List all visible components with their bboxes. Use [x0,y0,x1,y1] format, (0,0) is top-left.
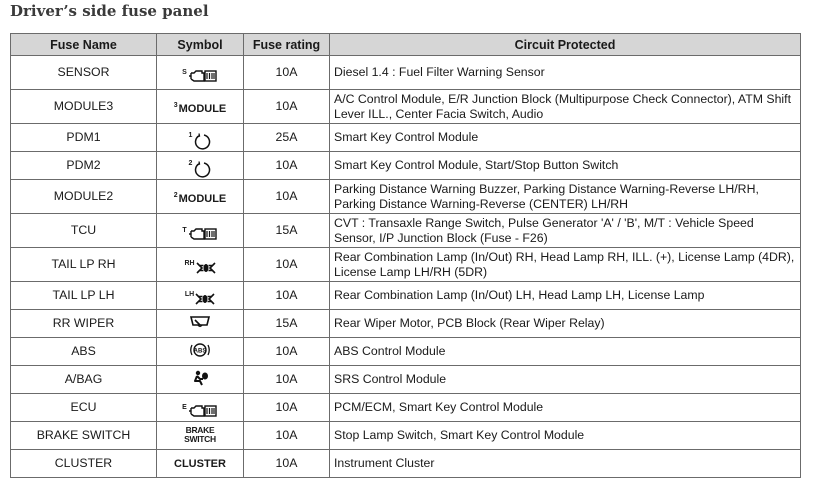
fuse-rating-cell: 10A [244,90,330,124]
symbol-cell [157,394,244,422]
symbol-superscript: 1 [188,131,193,139]
table-row [11,214,801,248]
symbol-cell [157,248,244,282]
fuse-rating-cell: 10A [244,450,330,478]
engine-icon [188,404,218,418]
fuse-name-cell: TAIL LP LH [11,282,157,310]
table-header-row [11,34,801,56]
circuit-cell: Instrument Cluster [330,450,801,478]
fuse-rating-cell: 10A [244,338,330,366]
page-title: Driver’s side fuse panel [10,2,209,20]
circuit-cell: Stop Lamp Switch, Smart Key Control Module [330,422,801,450]
table-row [11,124,801,152]
header-fuse-name: Fuse Name [11,34,157,56]
circuit-cell: Rear Combination Lamp (In/Out) RH, Head Lamp RH, ILL. (+), License Lamp (4DR), License Lamp LH/RH (5DR) [330,248,801,282]
abs-icon [189,342,211,358]
symbol-cell [157,56,244,90]
symbol-cell [157,310,244,338]
symbol-superscript: RH [184,259,195,267]
table-row [11,56,801,90]
fuse-name-cell: PDM1 [11,124,157,152]
symbol-superscript: 3 [173,102,178,110]
fuse-rating-cell: 10A [244,366,330,394]
symbol-cell [157,450,244,478]
symbol-superscript: T [182,226,187,234]
fuse-name-cell: TAIL LP RH [11,248,157,282]
key-ring-icon [193,160,211,178]
symbol-text-line1: BRAKE [185,425,215,435]
fuse-name-cell: BRAKE SWITCH [11,422,157,450]
symbol-cell [157,124,244,152]
symbol-cell [157,214,244,248]
symbol-superscript: 2 [173,192,178,200]
table-row [11,282,801,310]
fuse-name-cell: TCU [11,214,157,248]
table-row [11,90,801,124]
symbol-cell [157,338,244,366]
fuse-name-cell: PDM2 [11,152,157,180]
symbol-text-line2: SWITCH [184,433,216,444]
symbol-text: MODULE [178,193,227,206]
tail-lamp-icon [196,260,216,276]
airbag-icon [191,370,209,386]
symbol-text: CLUSTER [174,457,226,470]
symbol-text: MODULE [178,103,227,116]
engine-icon [188,227,218,241]
engine-icon [188,69,218,83]
circuit-cell: Diesel 1.4 : Fuel Filter Warning Sensor [330,56,801,90]
circuit-cell: Rear Combination Lamp (In/Out) LH, Head Lamp LH, License Lamp [330,282,801,310]
symbol-cell [157,180,244,214]
fuse-rating-cell: 15A [244,214,330,248]
fuse-table [10,33,801,478]
fuse-rating-cell: 10A [244,56,330,90]
fuse-rating-cell: 10A [244,394,330,422]
table-row [11,248,801,282]
fuse-rating-cell: 10A [244,282,330,310]
circuit-cell: CVT : Transaxle Range Switch, Pulse Generator 'A' / 'B', M/T : Vehicle Speed Sensor, I/P Junction Block (Fuse - F26) [330,214,801,248]
circuit-cell: Parking Distance Warning Buzzer, Parking Distance Warning-Reverse LH/RH, Parking Distance Warning-Reverse (CENTER) LH/RH [330,180,801,214]
table-row [11,366,801,394]
fuse-name-cell: MODULE2 [11,180,157,214]
circuit-cell: Smart Key Control Module [330,124,801,152]
fuse-name-cell: A/BAG [11,366,157,394]
circuit-cell: SRS Control Module [330,366,801,394]
symbol-superscript: S [182,68,187,76]
fuse-name-cell: RR WIPER [11,310,157,338]
table-row [11,422,801,450]
table-row [11,310,801,338]
symbol-cell [157,152,244,180]
fuse-rating-cell: 10A [244,152,330,180]
symbol-cell [157,366,244,394]
fuse-rating-cell: 10A [244,422,330,450]
rear-wiper-icon [189,315,211,329]
fuse-name-cell: CLUSTER [11,450,157,478]
fuse-rating-cell: 25A [244,124,330,152]
fuse-rating-cell: 10A [244,248,330,282]
fuse-name-cell: ABS [11,338,157,366]
circuit-cell: A/C Control Module, E/R Junction Block (Multipurpose Check Connector), ATM Shift Lever ILL., Center Facia Switch, Audio [330,90,801,124]
fuse-name-cell: SENSOR [11,56,157,90]
table-row [11,180,801,214]
circuit-cell: ABS Control Module [330,338,801,366]
table-row [11,450,801,478]
symbol-cell [157,90,244,124]
tail-lamp-icon [195,291,215,307]
symbol-superscript: LH [184,290,195,298]
key-ring-icon [193,132,211,150]
circuit-cell: PCM/ECM, Smart Key Control Module [330,394,801,422]
table-row [11,394,801,422]
fuse-name-cell: ECU [11,394,157,422]
fuse-rating-cell: 10A [244,180,330,214]
symbol-cell [157,422,244,450]
symbol-superscript: E [182,403,187,411]
symbol-cell [157,282,244,310]
abs-icon-label: ABS [193,348,207,355]
symbol-superscript: 2 [188,159,193,167]
fuse-rating-cell: 15A [244,310,330,338]
circuit-cell: Smart Key Control Module, Start/Stop Button Switch [330,152,801,180]
table-row [11,152,801,180]
fuse-name-cell: MODULE3 [11,90,157,124]
header-circuit-protected: Circuit Protected [330,34,801,56]
circuit-cell: Rear Wiper Motor, PCB Block (Rear Wiper Relay) [330,310,801,338]
header-fuse-rating: Fuse rating [244,34,330,56]
table-row [11,338,801,366]
header-symbol: Symbol [157,34,244,56]
